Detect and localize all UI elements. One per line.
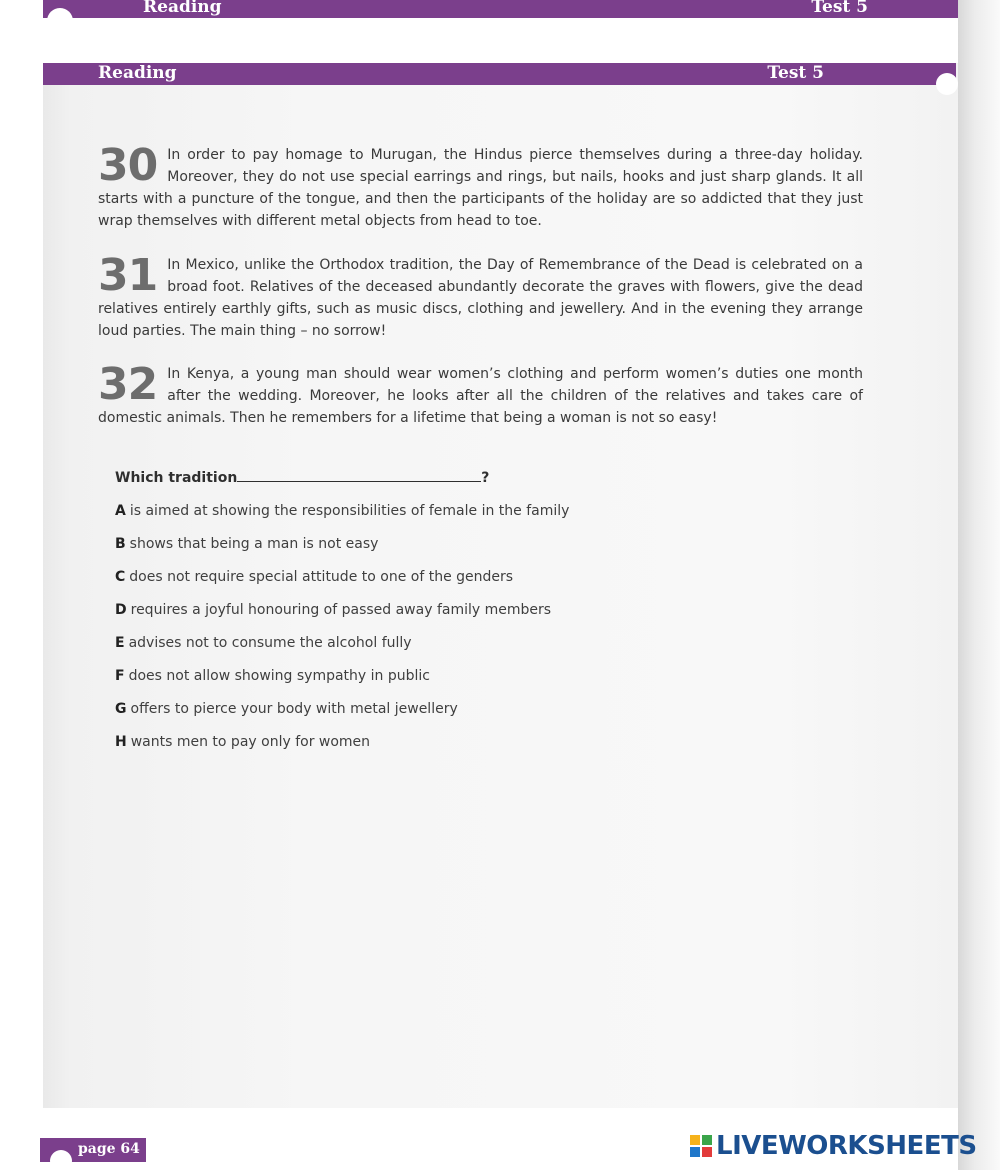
header-notch [936,73,958,95]
main-header-test: Test 5 [767,63,824,83]
option-letter: H [115,734,127,750]
option-letter: B [115,536,126,552]
question-suffix: ? [481,470,490,486]
logo-squares-icon [690,1135,712,1157]
item-number: 31 [98,250,158,301]
option-letter: E [115,635,125,651]
header-notch [47,8,73,34]
option-b [115,534,569,567]
top-header-section: Reading [143,0,222,17]
option-d [115,600,569,633]
option-text: is aimed at showing the responsibilities of female in the family [129,503,570,519]
option-a [115,501,569,534]
option-letter: F [115,668,125,684]
main-header-section: Reading [98,63,177,83]
text-item-30 [98,140,863,232]
option-g [115,699,569,732]
item-text: In order to pay homage to Murugan, the Hindus pierce themselves during a three-day holiday. Moreover, they do not use special earrings and rings, but nails, hooks and just sharp glands. It all starts with a puncture of the tongue, and then the participants of the holiday are so addicted that they just wrap themselves with different metal objects from head to toe. [98,147,863,229]
item-number: 32 [98,359,158,410]
option-f [115,666,569,699]
main-header-bar [43,63,956,85]
logo-text: LIVEWORKSHEETS [716,1131,977,1161]
item-text: In Kenya, a young man should wear women’s clothing and perform women’s duties one month after the wedding. Moreover, he looks after all the children of the relatives and takes care of domestic animals. Then he remembers for a lifetime that being a woman is not so easy! [98,366,863,426]
option-text: does not allow showing sympathy in public [128,668,430,684]
option-letter: G [115,701,127,717]
options-list [115,501,569,765]
option-text: does not require special attitude to one of the genders [129,569,514,585]
option-text: shows that being a man is not easy [129,536,379,552]
page-edge-shadow [958,0,1000,1170]
text-item-31 [98,250,863,342]
option-c [115,567,569,600]
option-text: requires a joyful honouring of passed away family members [130,602,552,618]
item-text: In Mexico, unlike the Orthodox tradition, the Day of Remembrance of the Dead is celebrated on a broad foot. Relatives of the deceased abundantly decorate the graves with flowers, give the dead relatives entirely earthly gifts, such as music discs, clothing and jewellery. And in the evening they arrange loud parties. The main thing – no sorrow! [98,257,863,339]
liveworksheets-logo [690,1131,977,1161]
option-h [115,732,569,765]
top-header-test: Test 5 [811,0,868,17]
item-number: 30 [98,140,158,191]
option-letter: C [115,569,126,585]
option-text: offers to pierce your body with metal jewellery [130,701,458,717]
page-number-tab [40,1138,146,1162]
option-e [115,633,569,666]
question-prefix: Which tradition [115,470,238,486]
footer-notch [50,1150,72,1170]
option-letter: A [115,503,126,519]
option-letter: D [115,602,127,618]
option-text: wants men to pay only for women [130,734,371,750]
text-item-32 [98,359,863,429]
answer-blank [237,468,481,482]
top-header-bar [43,0,958,18]
option-text: advises not to consume the alcohol fully [128,635,412,651]
page-number: page 64 [78,1141,140,1157]
question-stem [115,468,489,486]
